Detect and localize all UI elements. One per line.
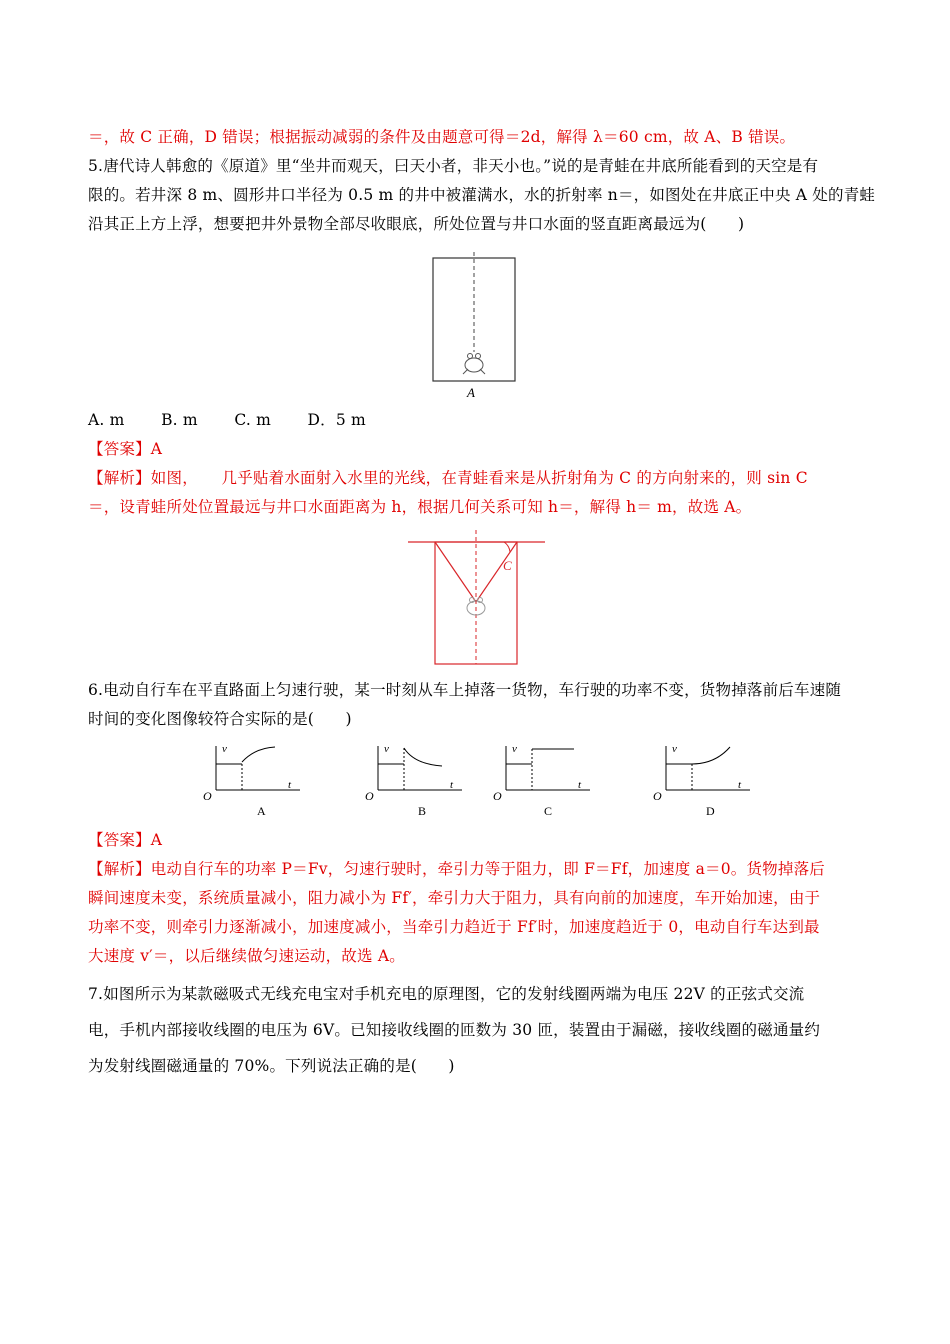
graph-label-d: D xyxy=(706,804,715,818)
graph-d xyxy=(650,740,760,820)
curve-d xyxy=(692,747,730,764)
q6-explanation-1: 【解析】电动自行车的功率 P＝Fv，匀速行驶时，牵引力等于阻力，即 F＝Ff，加速度 a＝0。货物掉落后 xyxy=(88,860,825,878)
v-label: v xyxy=(384,743,389,755)
t-label: t xyxy=(578,779,582,791)
q7-text-3: 为发射线圈磁通量的 70%。下列说法正确的是( ) xyxy=(88,1057,455,1075)
point-a-label: A xyxy=(467,385,475,400)
q5-text-2: 限的。若井深 8 m、圆形井口半径为 0.5 m 的井中被灌满水，水的折射率 n＝，如图处在井底正中央 A 处的青蛙 xyxy=(88,186,876,204)
t-label: t xyxy=(450,779,454,791)
t-label: t xyxy=(288,779,292,791)
angle-arc xyxy=(504,542,510,552)
q5-answer: 【答案】A xyxy=(88,440,163,458)
curve-b xyxy=(404,748,442,766)
q5-explanation-2: ＝，设青蛙所处位置最远与井口水面距离为 h，根据几何关系可知 h＝，解得 h＝ m，故选 A。 xyxy=(88,498,752,516)
origin-label: O xyxy=(493,789,502,803)
q6-explanation-2: 瞬间速度未变，系统质量减小，阻力减小为 Ff′，牵引力大于阻力，具有向前的加速度，车开始加速，由于 xyxy=(88,889,821,907)
v-label: v xyxy=(222,743,227,755)
graph-label-c: C xyxy=(544,804,553,818)
graph-b xyxy=(362,740,472,820)
t-label: t xyxy=(738,779,742,791)
graph-label-b: B xyxy=(418,804,427,818)
v-label: v xyxy=(672,743,677,755)
angle-c-label: C xyxy=(503,558,512,573)
refraction-figure xyxy=(400,530,550,670)
frog-icon xyxy=(463,354,485,375)
v-label: v xyxy=(512,743,517,755)
q6-explanation-3: 功率不变，则牵引力逐渐减小，加速度减小，当牵引力趋近于 Ff′时，加速度趋近于 0，电动自行车达到最 xyxy=(88,918,820,936)
origin-label: O xyxy=(203,789,212,803)
graph-a xyxy=(200,740,310,820)
q6-answer: 【答案】A xyxy=(88,831,163,849)
q7-text-2: 电，手机内部接收线圈的电压为 6V。已知接收线圈的匝数为 30 匝，装置由于漏磁，接收线圈的磁通量约 xyxy=(88,1021,821,1039)
q6-text-1: 6.电动自行车在平直路面上匀速行驶，某一时刻从车上掉落一货物，车行驶的功率不变，货物掉落前后车速随 xyxy=(88,681,842,699)
q5-text-1: 5.唐代诗人韩愈的《原道》里“坐井而观天，曰天小者，非天小也。”说的是青蛙在井底所能看到的天空是有 xyxy=(88,157,819,175)
q5-options: A. m B. m C. m D．5 m xyxy=(88,411,366,429)
q6-explanation-4: 大速度 v′＝，以后继续做匀速运动，故选 A。 xyxy=(88,947,405,965)
q7-text-1: 7.如图所示为某款磁吸式无线充电宝对手机充电的原理图，它的发射线圈两端为电压 22V 的正弦式交流 xyxy=(88,985,805,1003)
q5-explanation-1: 【解析】如图， 几乎贴着水面射入水里的光线，在青蛙看来是从折射角为 C 的方向射来的，则 sin C xyxy=(88,469,808,487)
curve-a xyxy=(242,747,275,762)
graph-label-a: A xyxy=(257,804,266,818)
prev-explanation-end: ＝，故 C 正确，D 错误；根据振动减弱的条件及由题意可得＝2d，解得 λ＝60 cm，故 A、B 错误。 xyxy=(88,128,796,146)
graph-c xyxy=(490,740,600,820)
origin-label: O xyxy=(365,789,374,803)
well-figure xyxy=(425,252,525,402)
origin-label: O xyxy=(653,789,662,803)
q5-text-3: 沿其正上方上浮，想要把井外景物全部尽收眼底，所处位置与井口水面的竖直距离最远为( ) xyxy=(88,215,745,233)
left-ray xyxy=(435,542,476,602)
q6-text-2: 时间的变化图像较符合实际的是( ) xyxy=(88,710,352,728)
